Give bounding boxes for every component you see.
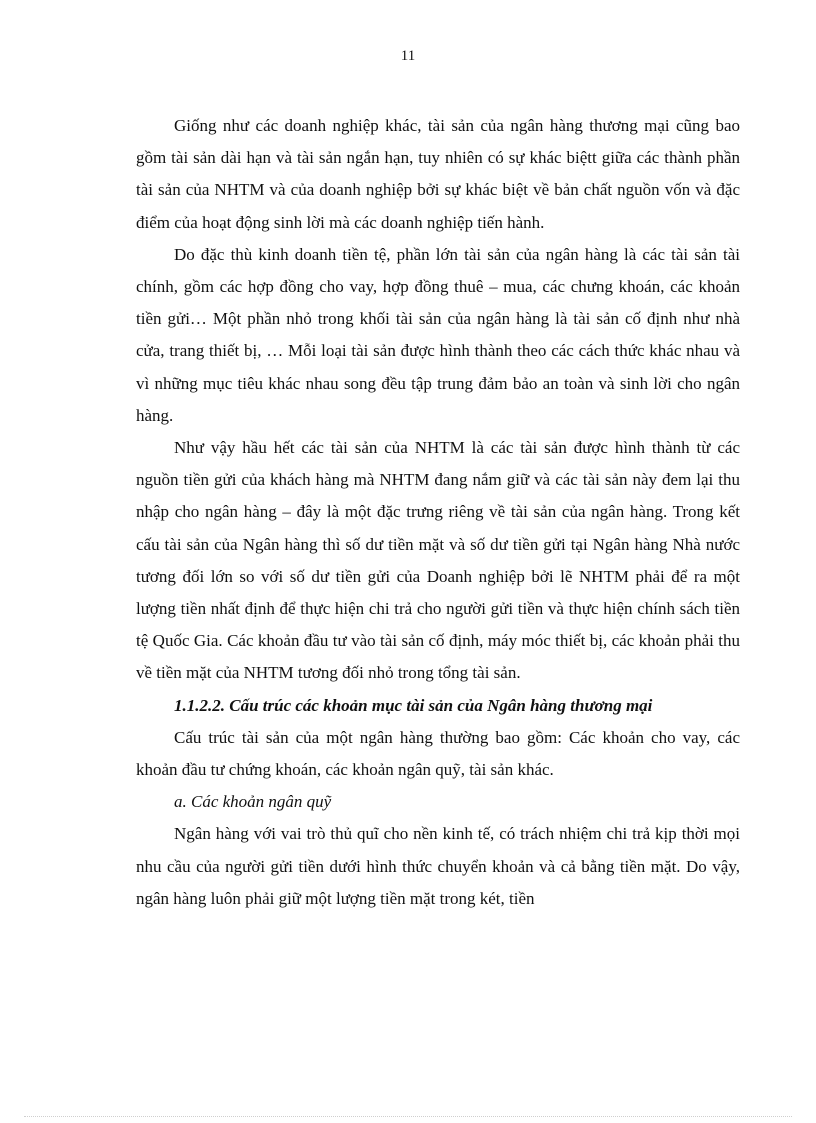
paragraph-deposit-sources: Như vậy hầu hết các tài sản của NHTM là các tài sản được hình thành từ các nguồn tiền gửi của khách hàng mà NHTM đang nắm giữ và các tài sản này đem lại thu nhập cho ngân hàng – đây là một đặc trưng riêng về tài sản của ngân hàng. Trong kết cấu tài sản của Ngân hàng thì số dư tiền mặt và số dư tiền gửi tại Ngân hàng Nhà nước tương đối lớn so với số dư tiền gửi của Doanh nghiệp bởi lẽ NHTM phải để ra một lượng tiền nhất định để thực hiện chi trả cho người gửi tiền và thực hiện chính sách tiền tệ Quốc Gia. Các khoản đầu tư vào tài sản cố định, máy móc thiết bị, các khoản phải thu về tiền mặt của NHTM tương đối nhỏ trong tổng tài sản. — [136, 438, 740, 683]
section-heading: 1.1.2.2. Cấu trúc các khoản mục tài sản của Ngân hàng thương mại — [174, 695, 653, 715]
paragraph-asset-structure: Cấu trúc tài sản của một ngân hàng thường bao gồm: Các khoản cho vay, các khoản đầu tư chứng khoán, các khoản ngân quỹ, tài sản khác. — [136, 727, 740, 780]
paragraph-financial-assets: Do đặc thù kinh doanh tiền tệ, phần lớn tài sản của ngân hàng là các tài sản tài chính, gồm các hợp đồng cho vay, hợp đồng thuê – mua, các chưng khoán, các khoản tiền gửi… Một phần nhỏ trong khối tài sản của ngân hàng là tài sản cố định như nhà cửa, trang thiết bị, … Mỗi loại tài sản được hình thành theo các cách thức khác nhau và vì những mục tiêu khác nhau song đều tập trung đảm bảo an toàn và sinh lời cho ngân hàng. — [136, 244, 740, 425]
document-body — [136, 110, 740, 915]
paragraph-treasury: Ngân hàng với vai trò thủ quĩ cho nền kinh tế, có trách nhiệm chi trả kịp thời mọi nhu cầu của người gửi tiền dưới hình thức chuyển khoản và cả bằng tiền mặt. Do vậy, ngân hàng luôn phải giữ một lượng tiền mặt trong két, tiền — [136, 824, 740, 908]
page-bottom-divider — [24, 1116, 792, 1117]
subheading-treasury: a. Các khoản ngân quỹ — [174, 792, 332, 812]
page-number: 11 — [400, 48, 416, 64]
paragraph-asset-composition: Giống như các doanh nghiệp khác, tài sản của ngân hàng thương mại cũng bao gồm tài sản dài hạn và tài sản ngắn hạn, tuy nhiên có sự khác biệtt giữa các thành phần tài sản của NHTM và của doanh nghiệp bởi sự khác biệt về bản chất nguồn vốn và đặc điểm của hoạt động sinh lời mà các doanh nghiệp tiến hành. — [136, 116, 740, 232]
